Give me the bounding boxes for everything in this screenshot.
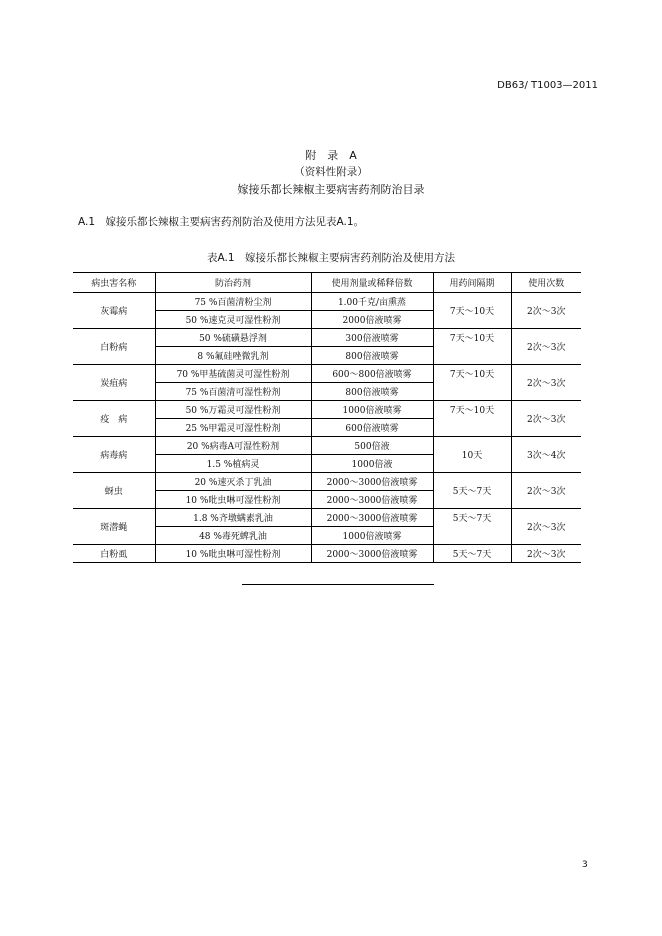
interval-cell: 7天～10天 bbox=[433, 293, 511, 329]
interval-cell: 5天～7天 bbox=[433, 473, 511, 509]
interval-cell-empty bbox=[433, 347, 511, 365]
dose-cell: 2000倍液喷雾 bbox=[311, 311, 433, 329]
table-row bbox=[73, 365, 581, 383]
interval-cell-empty bbox=[433, 419, 511, 437]
col-header-interval: 用药间隔期 bbox=[433, 273, 511, 293]
agent-cell: 75 %百菌清粉尘剂 bbox=[155, 293, 311, 311]
interval-cell: 5天～7天 bbox=[433, 509, 511, 527]
interval-cell-empty bbox=[433, 383, 511, 401]
times-cell: 2次～3次 bbox=[511, 509, 581, 545]
dose-cell: 2000～3000倍液喷雾 bbox=[311, 491, 433, 509]
agent-cell: 10 %吡虫啉可湿性粉剂 bbox=[155, 491, 311, 509]
appendix-name: 嫁接乐都长辣椒主要病害药剂防治目录 bbox=[237, 183, 425, 196]
table-header-row bbox=[73, 273, 581, 293]
interval-cell: 7天～10天 bbox=[433, 365, 511, 383]
agent-cell: 1.5 %植病灵 bbox=[155, 455, 311, 473]
table-caption: 表A.1 嫁接乐都长辣椒主要病害药剂防治及使用方法 bbox=[206, 252, 455, 264]
dose-cell: 800倍液喷雾 bbox=[311, 347, 433, 365]
times-cell: 2次～3次 bbox=[511, 293, 581, 329]
agent-cell: 50 %速克灵可湿性粉剂 bbox=[155, 311, 311, 329]
agent-cell: 48 %毒死蜱乳油 bbox=[155, 527, 311, 545]
agent-cell: 20 %速灭杀丁乳油 bbox=[155, 473, 311, 491]
dose-cell: 1000倍液 bbox=[311, 455, 433, 473]
table-row bbox=[73, 401, 581, 419]
times-cell: 2次～3次 bbox=[511, 545, 581, 563]
pest-name-cell: 灰霉病 bbox=[73, 293, 155, 329]
dose-cell: 600倍液喷雾 bbox=[311, 419, 433, 437]
dose-cell: 2000～3000倍液喷雾 bbox=[311, 473, 433, 491]
dose-cell: 2000～3000倍液喷雾 bbox=[311, 509, 433, 527]
appendix-type: （资料性附录） bbox=[294, 166, 368, 178]
interval-cell: 7天～10天 bbox=[433, 401, 511, 419]
dose-cell: 300倍液喷雾 bbox=[311, 329, 433, 347]
times-cell: 2次～3次 bbox=[511, 473, 581, 509]
interval-cell: 7天～10天 bbox=[433, 329, 511, 347]
pest-name-cell: 病毒病 bbox=[73, 437, 155, 473]
pest-name-cell: 斑潜蝇 bbox=[73, 509, 155, 545]
agent-cell: 1.8 %齐墩螨素乳油 bbox=[155, 509, 311, 527]
intro-paragraph: A.1 嫁接乐都长辣椒主要病害药剂防治及使用方法见表A.1。 bbox=[78, 216, 365, 228]
dose-cell: 1000倍液喷雾 bbox=[311, 401, 433, 419]
col-header-agent: 防治药剂 bbox=[155, 273, 311, 293]
agent-cell: 70 %甲基硫菌灵可湿性粉剂 bbox=[155, 365, 311, 383]
dose-cell: 800倍液喷雾 bbox=[311, 383, 433, 401]
col-header-times: 使用次数 bbox=[511, 273, 581, 293]
pest-name-cell: 白粉虱 bbox=[73, 545, 155, 563]
table-row bbox=[73, 473, 581, 491]
dose-cell: 1.00千克/亩熏蒸 bbox=[311, 293, 433, 311]
agent-cell: 50 %万霜灵可湿性粉剂 bbox=[155, 401, 311, 419]
pest-name-cell: 蚜虫 bbox=[73, 473, 155, 509]
dose-cell: 2000～3000倍液喷雾 bbox=[311, 545, 433, 563]
standard-number: DB63/ T1003—2011 bbox=[497, 80, 598, 91]
page-number: 3 bbox=[582, 860, 588, 870]
dose-cell: 1000倍液喷雾 bbox=[311, 527, 433, 545]
table-row bbox=[73, 437, 581, 455]
table-row bbox=[73, 509, 581, 527]
appendix-title: 附 录 A bbox=[305, 149, 357, 162]
dose-cell: 600～800倍液喷雾 bbox=[311, 365, 433, 383]
col-header-dose: 使用剂量或稀释倍数 bbox=[311, 273, 433, 293]
times-cell: 2次～3次 bbox=[511, 401, 581, 437]
agent-cell: 20 %病毒A可湿性粉剂 bbox=[155, 437, 311, 455]
dose-cell: 500倍液 bbox=[311, 437, 433, 455]
pest-name-cell: 炭疽病 bbox=[73, 365, 155, 401]
end-rule bbox=[242, 584, 434, 585]
agent-cell: 50 %硫磺悬浮剂 bbox=[155, 329, 311, 347]
pesticide-table bbox=[73, 272, 581, 563]
times-cell: 2次～3次 bbox=[511, 365, 581, 401]
table-row bbox=[73, 545, 581, 563]
agent-cell: 75 %百菌清可湿性粉剂 bbox=[155, 383, 311, 401]
col-header-pest: 病虫害名称 bbox=[73, 273, 155, 293]
agent-cell: 25 %甲霜灵可湿性粉剂 bbox=[155, 419, 311, 437]
interval-cell: 5天～7天 bbox=[433, 545, 511, 563]
agent-cell: 8 %氟硅唑微乳剂 bbox=[155, 347, 311, 365]
pest-name-cell: 白粉病 bbox=[73, 329, 155, 365]
pest-name-cell: 疫 病 bbox=[73, 401, 155, 437]
agent-cell: 10 %吡虫啉可湿性粉剂 bbox=[155, 545, 311, 563]
table-row bbox=[73, 293, 581, 311]
table-row bbox=[73, 329, 581, 347]
times-cell: 2次～3次 bbox=[511, 329, 581, 365]
interval-cell: 10天 bbox=[433, 437, 511, 473]
times-cell: 3次～4次 bbox=[511, 437, 581, 473]
interval-cell-empty bbox=[433, 527, 511, 545]
